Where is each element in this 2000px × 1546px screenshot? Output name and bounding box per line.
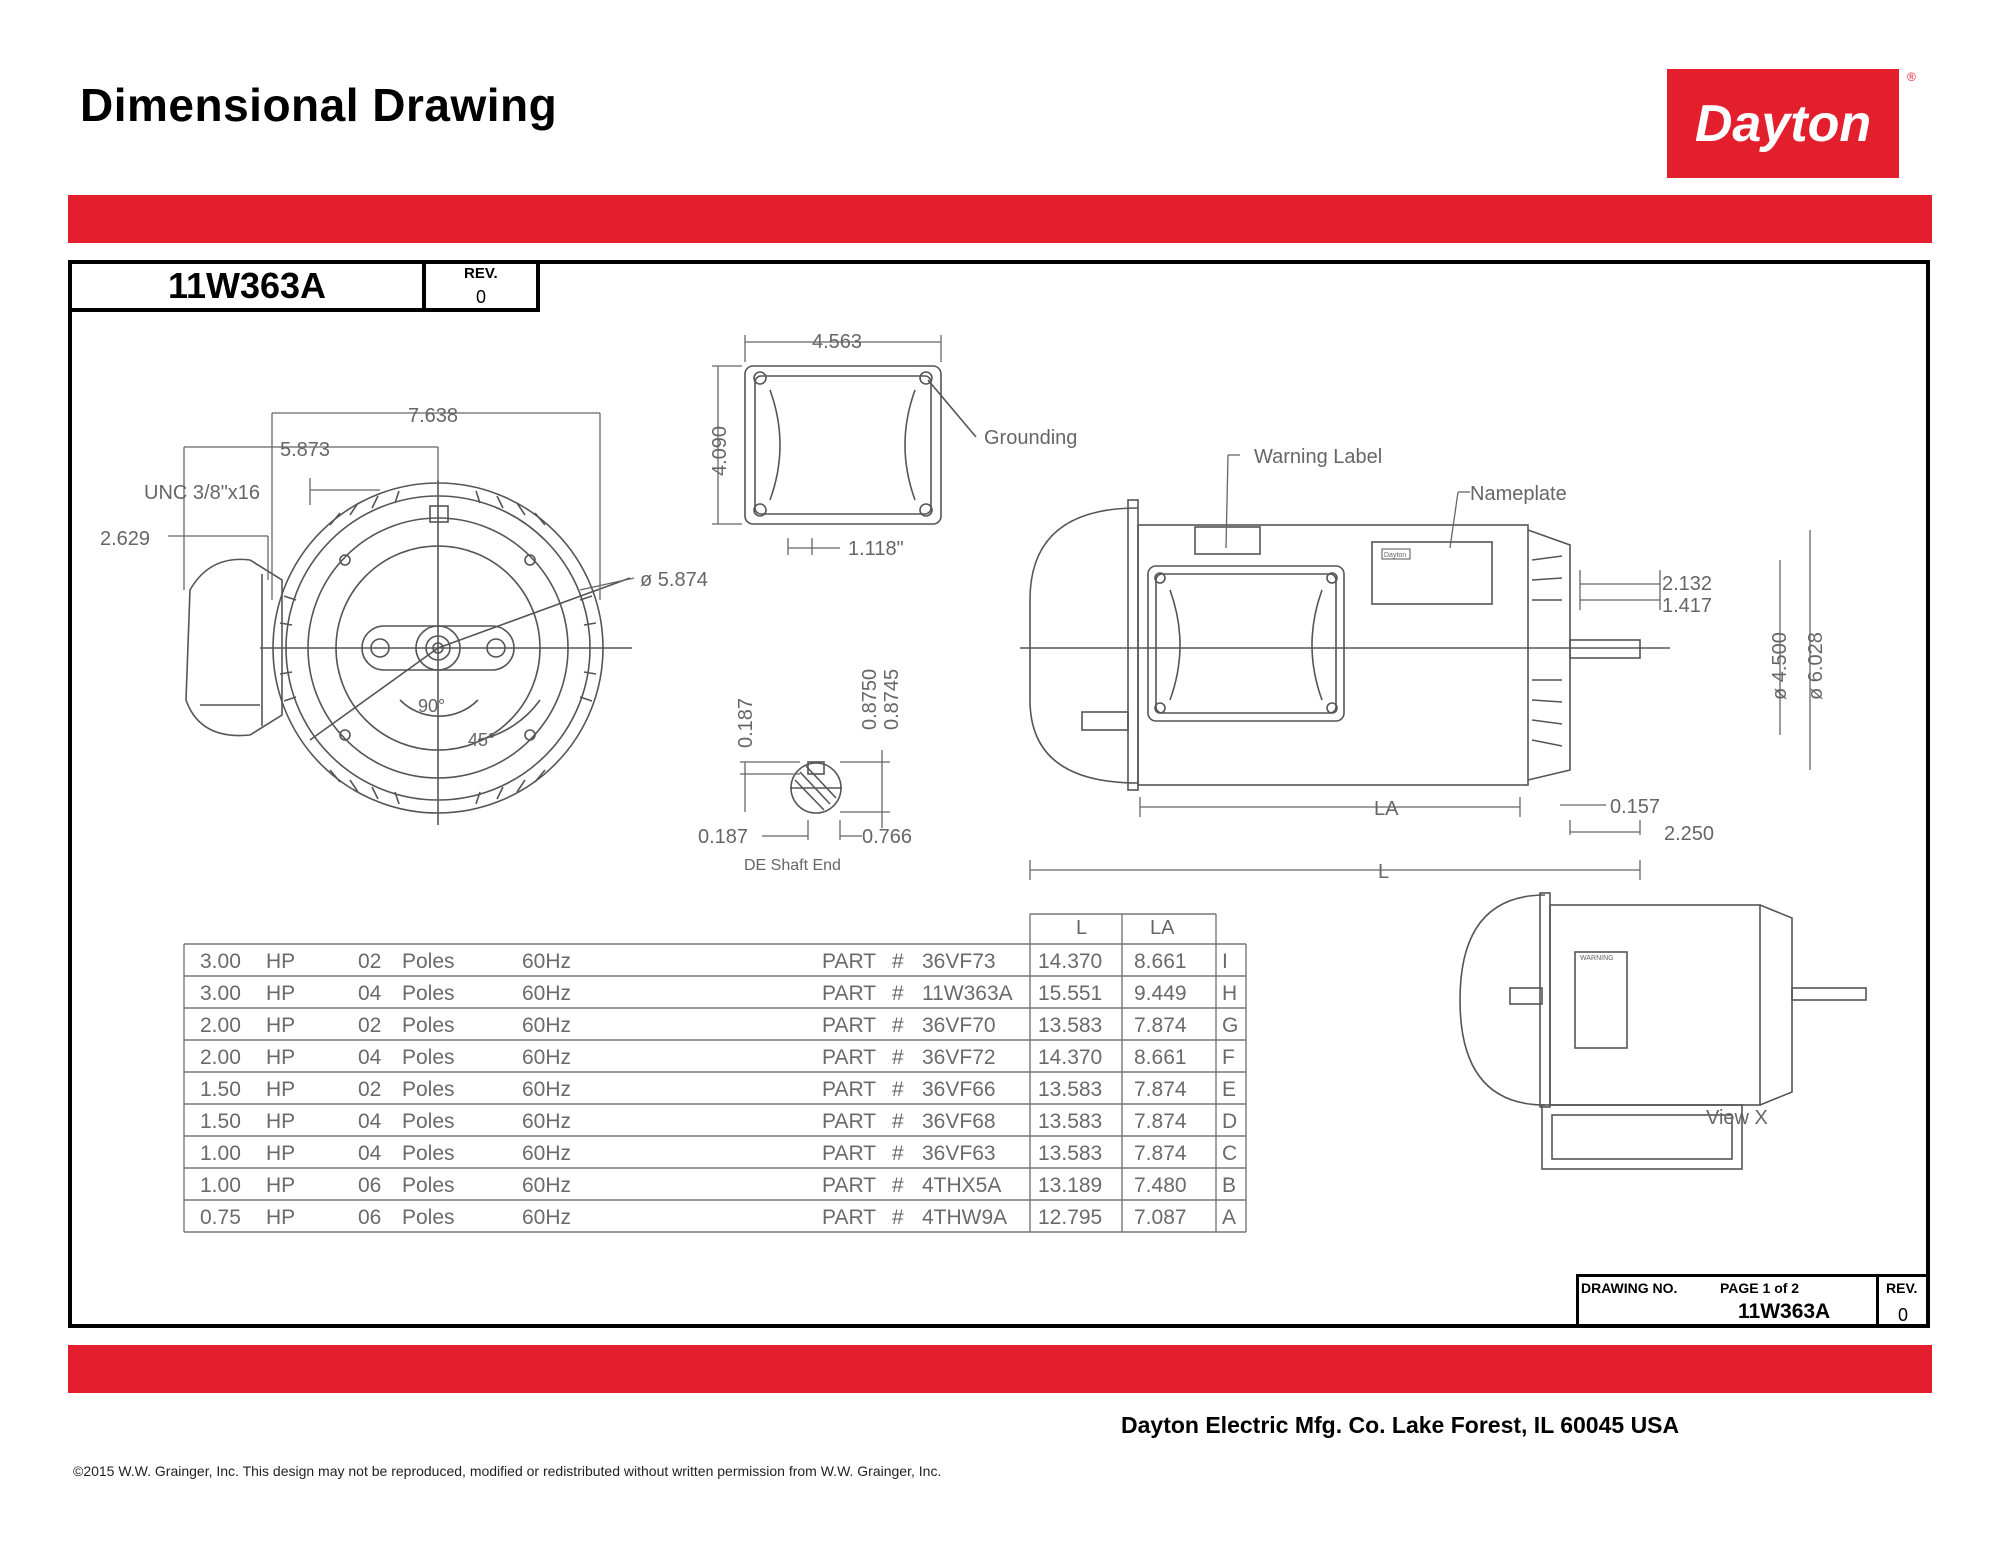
cell-poles-label: Poles [402,1046,455,1069]
cell-hash: # [892,950,904,973]
dim-dia-5874: ø 5.874 [640,569,708,591]
dim-0187-vertical: 0.187 [735,697,757,748]
cell-code: B [1222,1174,1237,1197]
cell-l: 13.583 [1038,1014,1103,1037]
table-row [200,982,1237,1005]
cell-part-label: PART [822,982,877,1005]
cell-poles-label: Poles [402,1014,455,1037]
dim-0157: 0.157 [1610,796,1661,818]
table-row [200,1014,1238,1037]
cell-hp: 2.00 [200,1046,241,1069]
cell-hp: 1.50 [200,1078,241,1101]
cell-poles: 04 [358,1046,382,1069]
copyright-notice: ©2015 W.W. Grainger, Inc. This design may not be reproduced, modified or redistributed without written permission from W.W. Grainger, Inc. [73,1463,942,1479]
motor-table [184,914,1246,1232]
col-header-la: LA [1150,917,1175,939]
cell-code: C [1222,1142,1238,1165]
cell-l: 12.795 [1038,1206,1103,1229]
cell-part: 36VF63 [922,1142,996,1165]
cell-part: 36VF70 [922,1014,996,1037]
cell-code: I [1222,950,1228,973]
drawing-no-label: DRAWING NO. [1581,1280,1678,1296]
cell-hash: # [892,1142,904,1165]
cell-hp: 2.00 [200,1014,241,1037]
cell-poles: 02 [358,950,382,973]
drawing-labels [100,331,1827,1129]
cell-la: 7.874 [1134,1078,1187,1101]
bottom-red-band [68,1345,1932,1393]
cell-hp-unit: HP [266,1174,296,1197]
company-address: Dayton Electric Mfg. Co. Lake Forest, IL 60045 USA [1121,1412,1680,1438]
table-row [200,1046,1235,1069]
cell-part-label: PART [822,1078,877,1101]
cell-hp: 0.75 [200,1206,241,1229]
table-row [200,950,1228,973]
dim-4563: 4.563 [812,331,863,353]
cell-poles-label: Poles [402,1142,455,1165]
cell-l: 14.370 [1038,1046,1103,1069]
cell-l: 13.189 [1038,1174,1103,1197]
cell-hp-unit: HP [266,1014,296,1037]
cell-la: 8.661 [1134,1046,1187,1069]
cell-la: 9.449 [1134,982,1187,1005]
cell-hash: # [892,1078,904,1101]
table-row [200,1142,1237,1165]
angle-90: 90° [418,696,446,716]
cell-poles: 02 [358,1014,382,1037]
cell-hz: 60Hz [522,1174,572,1197]
cell-hash: # [892,1110,904,1133]
table-row [200,1110,1237,1133]
cell-hash: # [892,1206,904,1229]
registered-mark: ® [1907,70,1916,84]
cell-l: 13.583 [1038,1110,1103,1133]
dim-la: LA [1374,798,1399,820]
cell-hash: # [892,982,904,1005]
dim-0187-horizontal: 0.187 [698,826,749,848]
drawing-number: 11W363A [1738,1300,1831,1323]
cell-l: 15.551 [1038,982,1103,1005]
shaft-end-caption: DE Shaft End [744,857,841,874]
cell-part-label: PART [822,950,877,973]
cell-poles: 04 [358,1110,382,1133]
cell-hash: # [892,1174,904,1197]
cell-code: E [1222,1078,1237,1101]
dim-l: L [1378,861,1390,883]
dim-unc-thread: UNC 3/8"x16 [144,482,261,504]
view-x-label: View X [1706,1107,1768,1129]
cell-code: G [1222,1014,1239,1037]
cell-part: 4THX5A [922,1174,1002,1197]
cell-hz: 60Hz [522,1014,572,1037]
page-indicator: PAGE 1 of 2 [1720,1280,1800,1296]
dim-dia-6028: ø 6.028 [1805,632,1827,700]
dim-dia-4500: ø 4.500 [1769,632,1791,700]
cell-poles-label: Poles [402,1174,455,1197]
cell-hp: 3.00 [200,950,241,973]
cell-la: 8.661 [1134,950,1187,973]
warning-label-callout: Warning Label [1254,446,1383,468]
conduit-box-view [745,366,976,524]
part-number: 11W363A [167,265,327,306]
title-block-rev-value: 0 [1898,1305,1909,1325]
cell-part-label: PART [822,1206,877,1229]
table-row [200,1078,1236,1101]
dim-08745: 0.8745 [881,668,903,730]
cell-l: 13.583 [1038,1078,1103,1101]
dim-1118: 1.118" [848,538,904,560]
cell-part: 4THW9A [922,1206,1008,1229]
cell-code: D [1222,1110,1238,1133]
cell-part-label: PART [822,1046,877,1069]
cell-hp-unit: HP [266,1046,296,1069]
dim-5873: 5.873 [280,439,331,461]
cell-part: 36VF68 [922,1110,996,1133]
cell-part-label: PART [822,1110,877,1133]
cell-part: 11W363A [922,982,1013,1005]
cell-hz: 60Hz [522,1078,572,1101]
cell-part: 36VF73 [922,950,996,973]
cell-poles-label: Poles [402,1078,455,1101]
cell-l: 14.370 [1038,950,1103,973]
cell-hz: 60Hz [522,950,572,973]
cell-hz: 60Hz [522,1110,572,1133]
cell-poles-label: Poles [402,1206,455,1229]
end-view [186,480,632,825]
cell-hash: # [892,1046,904,1069]
dim-2132: 2.132 [1662,573,1713,595]
cell-part-label: PART [822,1014,877,1037]
cell-code: A [1222,1206,1237,1229]
cell-hz: 60Hz [522,1046,572,1069]
cell-hz: 60Hz [522,1206,572,1229]
cell-hp-unit: HP [266,1110,296,1133]
cell-poles-label: Poles [402,982,455,1005]
cell-code: H [1222,982,1238,1005]
cell-poles: 06 [358,1174,382,1197]
cell-la: 7.874 [1134,1142,1187,1165]
dim-2629: 2.629 [100,528,151,550]
cell-hz: 60Hz [522,982,572,1005]
cell-hp-unit: HP [266,950,296,973]
cell-hp-unit: HP [266,982,296,1005]
rev-value: 0 [476,287,487,307]
cell-poles: 04 [358,1142,382,1165]
cell-hash: # [892,1014,904,1037]
view-x [1460,893,1866,1169]
cell-l: 13.583 [1038,1142,1103,1165]
conduit-box-dimensions [712,335,941,555]
nameplate-callout: Nameplate [1470,483,1567,505]
cell-part: 36VF72 [922,1046,996,1069]
cell-poles-label: Poles [402,950,455,973]
cell-hp-unit: HP [266,1206,296,1229]
cell-la: 7.874 [1134,1014,1187,1037]
cell-part: 36VF66 [922,1078,996,1101]
cell-code: F [1222,1046,1235,1069]
cell-hp-unit: HP [266,1078,296,1101]
cell-hp: 1.00 [200,1142,241,1165]
grounding-label: Grounding [984,427,1078,449]
col-header-l: L [1076,917,1088,939]
table-row [200,1174,1236,1197]
end-view-dimensions [168,413,634,600]
cell-la: 7.087 [1134,1206,1187,1229]
shaft-end-view [790,762,842,813]
cell-hz: 60Hz [522,1142,572,1165]
cell-hp: 3.00 [200,982,241,1005]
page-title: Dimensional Drawing [80,79,558,131]
dim-7638: 7.638 [408,405,459,427]
title-block-divider [1876,1274,1879,1328]
cell-poles: 02 [358,1078,382,1101]
dim-2250: 2.250 [1664,823,1715,845]
dim-4090: 4.090 [709,425,731,476]
cell-la: 7.874 [1134,1110,1187,1133]
cell-hp: 1.50 [200,1110,241,1133]
table-row [200,1206,1236,1229]
cell-hp: 1.00 [200,1174,241,1197]
dim-08750: 0.8750 [859,668,881,730]
dim-0766: 0.766 [862,826,913,848]
dim-1417: 1.417 [1662,595,1713,617]
cell-la: 7.480 [1134,1174,1187,1197]
cell-poles-label: Poles [402,1110,455,1133]
logo-text: Dayton [1694,94,1872,153]
side-view-dimensions [1030,455,1810,880]
angle-45: 45° [468,730,496,750]
view-x-warning-tag: WARNING [1580,955,1614,962]
cell-part-label: PART [822,1174,877,1197]
nameplate-logo: Dayton [1384,552,1407,559]
cell-part-label: PART [822,1142,877,1165]
rev-label: REV. [464,265,498,282]
cell-poles: 04 [358,982,382,1005]
side-view [1020,500,1670,790]
cell-hp-unit: HP [266,1142,296,1165]
cell-poles: 06 [358,1206,382,1229]
title-block-rev-label: REV. [1886,1280,1918,1296]
